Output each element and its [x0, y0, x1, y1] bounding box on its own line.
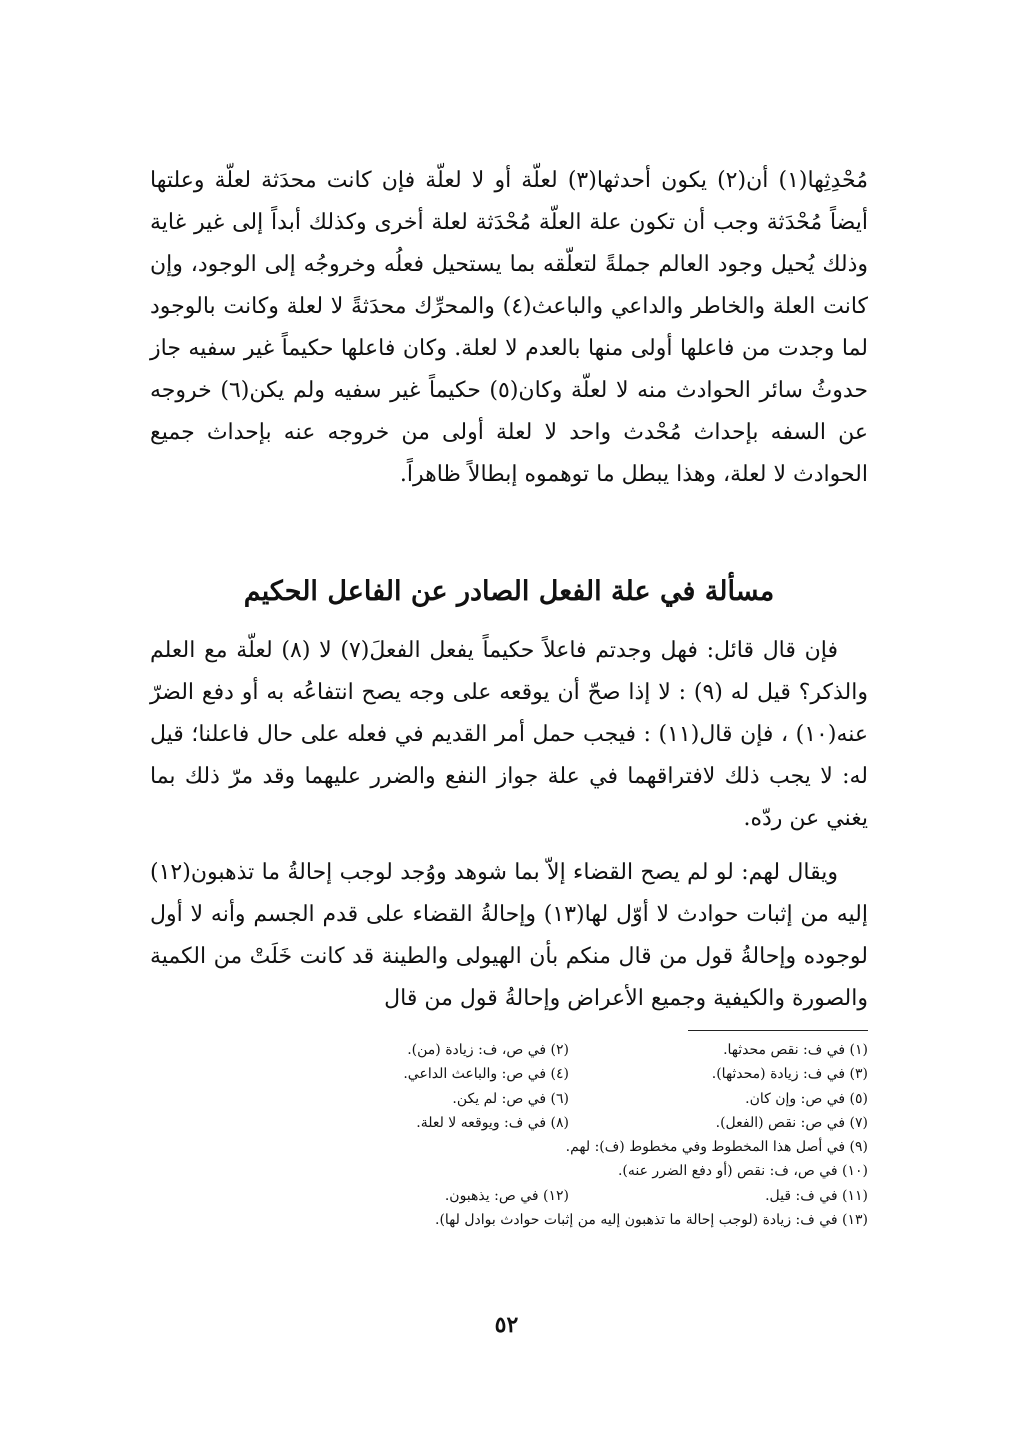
- footnote-row: [270, 1062, 868, 1086]
- footnote-9: (٩) في أصل هذا المخطوط وفي مخطوط (ف): لهم.: [565, 1139, 868, 1156]
- footnote-10: (١٠) في ص، ف: نقص (أو دفع الضرر عنه).: [617, 1163, 868, 1180]
- footnote-row: [270, 1087, 868, 1111]
- footnote-row: [270, 1184, 868, 1208]
- footnote-1: (١) في ف: نقص محدثها.: [723, 1042, 868, 1058]
- footnote-row: [270, 1135, 868, 1159]
- body-paragraph-3: ويقال لهم: لو لم يصح القضاء إلاّ بما شوهد ووُجد لوجب إحالةُ ما تذهبون(١٢) إليه من إثبات حوادث لا أوّل لها(١٣) وإحالةُ القضاء على قدم الجسم وأنه لا أول لوجوده وإحالةُ قول من قال منكم بأن الهيولى والطينة قد كانت خَلَتْ من الكمية والصورة والكيفية وجميع الأعراض وإحالةُ قول من قال: [150, 860, 868, 1011]
- footnote-separator: [688, 1030, 868, 1031]
- footnote-6: (٦) في ص: لم يكن.: [452, 1090, 569, 1107]
- footnote-row: [270, 1208, 868, 1232]
- footnote-13: (١٣) في ف: زيادة (لوجب إحالة ما تذهبون إليه من إثبات حوادث بوادل لها).: [435, 1212, 868, 1229]
- body-paragraph-2: فإن قال قائل: فهل وجدتم فاعلاً حكيماً يفعل الفعلَ(٧) لا (٨) لعلّة مع العلم والذكر؟ قيل له (٩) : لا إذا صحّ أن يوقعه على وجه يصح انتفاعُه به أو دفع الضرّ عنه(١٠) ، فإن قال(١١) : فيجب حمل أمر القديم في فعله على حال فاعلنا؛ قيل له: لا يجب ذلك لافتراقهما في علة جواز النفع والضرر عليهما وقد مرّ ذلك بما يغني عن ردّه.: [150, 638, 869, 831]
- footnote-row: [270, 1159, 868, 1183]
- footnote-12: (١٢) في ص: يذهبون.: [444, 1187, 569, 1204]
- page-number: ٥٢: [494, 1312, 519, 1338]
- footnote-2: (٢) في ص، ف: زيادة (من).: [407, 1042, 569, 1058]
- footnote-7: (٧) في ص: نقص (الفعل).: [715, 1114, 868, 1131]
- footnote-row: [270, 1038, 868, 1062]
- footnotes: [270, 1038, 868, 1232]
- footnote-4: (٤) في ص: والباعث الداعي.: [403, 1066, 569, 1083]
- footnote-11: (١١) في ف: قيل.: [765, 1187, 868, 1204]
- footnote-8: (٨) في ف: ويوقعه لا لعلة.: [416, 1114, 569, 1131]
- footnote-3: (٣) في ف: زيادة (محدثها).: [711, 1066, 868, 1083]
- body-paragraph-1: مُحْدِثِها(١) أن(٢) يكون أحدثها(٣) لعلّة أو لا لعلّة فإن كانت محدَثة لعلّة وعلتها أيضاً مُحْدَثة وجب أن تكون علة العلّة مُحْدَثة لعلة أخرى وكذلك أبداً إلى غير غاية وذلك يُحيل وجود العالم جملةً لتعلّقه بما يستحيل فعلُه وخروجُه إلى الوجود، وإن كانت العلة والخاطر والداعي والباعث(٤) والمحرِّك محدَثةً لا لعلة وكانت بالوجود لما وجدت من فاعلها أولى منها بالعدم لا لعلة. وكان فاعلها حكيماً غير سفيه جاز حدوثُ سائر الحوادث منه لا لعلّة وكان(٥) حكيماً غير سفيه ولم يكن(٦) خروجه عن السفه بإحداث مُحْدث واحد لا لعلة أولى من خروجه عنه بإحداث جميع الحوادث لا لعلة، وهذا يبطل ما توهموه إبطالاً ظاهراً.: [150, 168, 869, 487]
- section-heading: مسألة في علة الفعل الصادر عن الفاعل الحكيم: [243, 576, 775, 607]
- footnote-row: [270, 1111, 868, 1135]
- footnote-5: (٥) في ص: وإن كان.: [745, 1090, 868, 1107]
